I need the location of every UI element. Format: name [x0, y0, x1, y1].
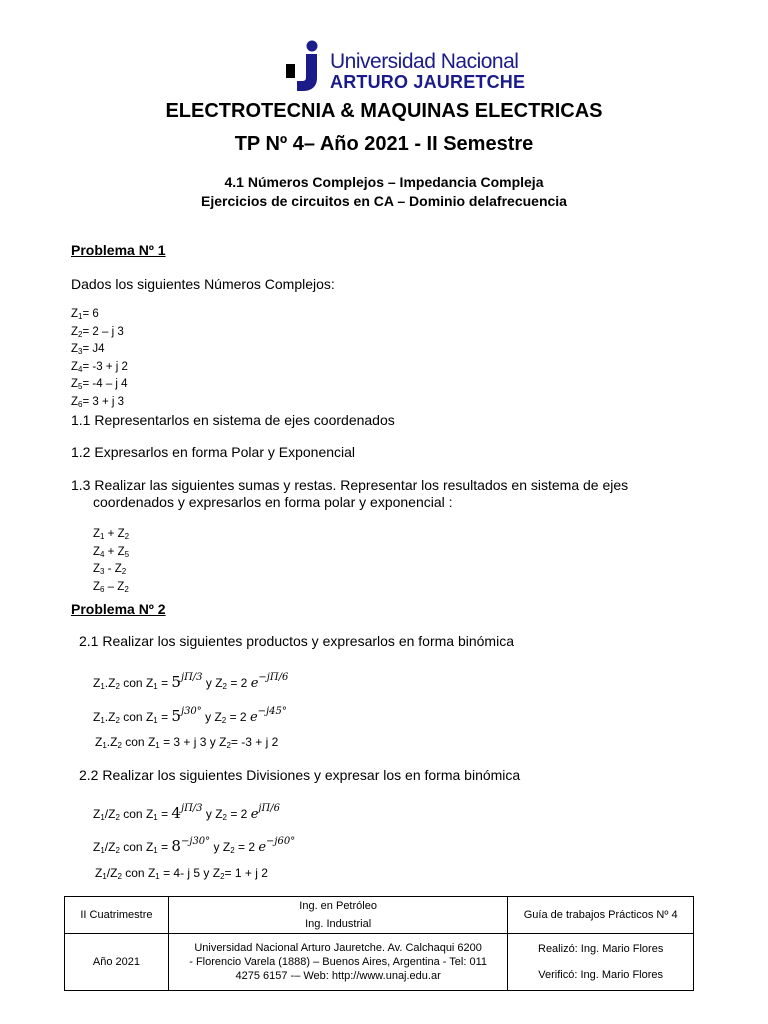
operation-item: $Z_6 - Z_2$ [93, 580, 129, 594]
document-subtitle: TP Nº 4– Año 2021 - II Semestre [234, 133, 534, 155]
product-2: $Z_1.Z_2$ con $Z_1 = 5^{j30^\circ}$ y $Z_2 = 2$ $e^{-j45^\circ}$ [93, 706, 287, 725]
footer-address [168, 934, 507, 991]
operation-item: $Z_1 + Z_2$ [93, 528, 130, 541]
footer-guia: Guía de trabajos Prácticos Nº 4 [508, 897, 694, 934]
division-1: $Z_1/Z_2$ con $Z_1 = 4^{j\Pi/3}$ y $Z_2 = 2$ $e^{j\Pi/6}$ [93, 803, 280, 822]
product-1: $Z_1.Z_2$ con $Z_1 = 5^{j\Pi/3}$ y $Z_2 = 2$ $e^{-j\Pi/6}$ [93, 672, 289, 691]
complex-number-item: $Z_3= J4$ [71, 343, 105, 356]
footer-address-line3: 4275 6157 -– Web: http://www.unaj.edu.ar [235, 970, 441, 982]
university-name: Universidad Nacional [330, 50, 519, 73]
complex-number-list [71, 307, 128, 412]
footer-anio: Año 2021 [65, 934, 169, 991]
operation-item: $Z_4 + Z_5$ [93, 545, 130, 559]
footer-cuatrimestre: II Cuatrimestre [65, 897, 169, 934]
item-2-1: 2.1 Realizar los siguientes productos y expresarlos en forma binómica [79, 633, 514, 649]
university-subname: ARTURO JAURETCHE [330, 72, 526, 92]
document-title: ELECTROTECNIA & MAQUINAS ELECTRICAS [165, 100, 603, 122]
footer-carrera-1: Ing. en Petróleo [299, 900, 377, 912]
problema-2-heading: Problema Nº 2 [71, 601, 166, 617]
item-2-2: 2.2 Realizar los siguientes Divisiones y expresar los en forma binómica [79, 767, 521, 783]
product-3: $Z_1.Z_2$ con $Z_1 = 3 + j$ 3 y $Z_2= -3 + j$ 2 [95, 735, 279, 750]
footer-address-line2: - Florencio Varela (1888) – Buenos Aires, Argentina - Tel: 011 [189, 956, 487, 968]
item-1-3-line1: 1.3 Realizar las siguientes sumas y restas. Representar los resultados en sistema de ejes [71, 477, 629, 493]
footer-carrera-2: Ing. Industrial [305, 918, 372, 930]
problema-1-heading: Problema Nº 1 [71, 242, 166, 258]
footer-address-line1: Universidad Nacional Arturo Jauretche. Av. Calchaqui 6200 [194, 942, 482, 954]
footer-responsables [508, 934, 694, 991]
footer-realizo: Realizó: Ing. Mario Flores [538, 943, 664, 955]
item-1-3-line2: coordenados y expresarlos en forma polar y exponencial : [93, 494, 453, 510]
complex-number-item: $Z_6= 3 + j$ 3 [71, 395, 125, 409]
problema-1-intro: Dados los siguientes Números Complejos: [71, 276, 335, 292]
item-1-2: 1.2 Expresarlos en forma Polar y Exponencial [71, 444, 356, 460]
operation-item: $Z_3 - Z_2$ [93, 563, 127, 576]
complex-number-item: $Z_4= -3 + j$ 2 [71, 360, 128, 374]
section-subtitle: Ejercicios de circuitos en CA – Dominio delafrecuencia [201, 193, 567, 209]
section-title: 4.1 Números Complejos – Impedancia Compleja [224, 174, 544, 190]
university-logo-icon [283, 40, 323, 92]
footer-carreras [168, 897, 507, 934]
operations-list [93, 527, 129, 597]
footer-verifico: Verificó: Ing. Mario Flores [538, 969, 664, 981]
division-3: $Z_1/Z_2$ con $Z_1 = 4-$ j 5 y $Z_2= 1 + j$ 2 [95, 866, 268, 881]
complex-number-item: $Z_2= 2 - j$ 3 [71, 325, 124, 339]
item-1-1: 1.1 Representarlos en sistema de ejes coordenados [71, 412, 395, 428]
footer-table [64, 896, 694, 991]
complex-number-item: $Z_5= -4 - j$ 4 [71, 378, 128, 391]
complex-number-item: $Z_1= 6$ [71, 308, 99, 321]
division-2: $Z_1/Z_2$ con $Z_1 = 8^{-j30^\circ}$ y $Z_2 = 2$ $e^{-j60^\circ}$ [93, 836, 296, 855]
